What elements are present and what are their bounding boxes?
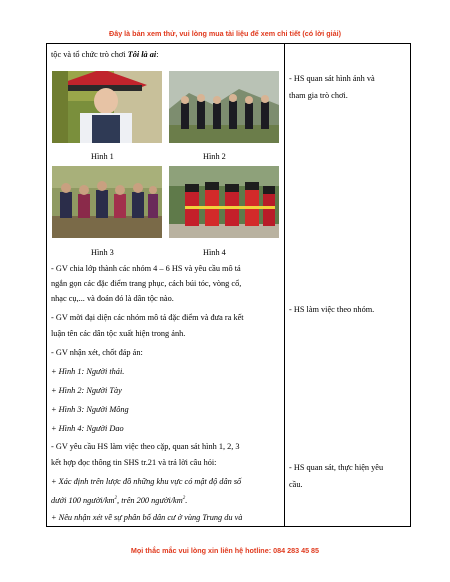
group-task-line-3: nhạc cụ,... và đoán đó là dân tộc nào. <box>51 294 174 303</box>
question-1-line-2: dưới 100 người/$km^2$, trên 200 người/$km^2$. <box>51 495 188 505</box>
column-divider <box>284 44 285 526</box>
student-response-1-line-2: tham gia trò chơi. <box>289 91 348 100</box>
photo-2 <box>169 71 279 143</box>
answer-3: + Hình 3: Người Mông <box>51 405 129 414</box>
photo-4 <box>169 166 279 238</box>
conclusion-line: - GV nhận xét, chốt đáp án: <box>51 348 143 357</box>
hotline-banner: Mọi thắc mắc vui lòng xin liên hệ hotline: 084 283 45 85 <box>130 546 320 555</box>
intro-line: tộc và tổ chức trò chơi Tôi là ai: <box>51 50 159 59</box>
caption-4: Hình 4 <box>203 248 226 257</box>
answer-4: + Hình 4: Người Dao <box>51 424 124 433</box>
present-line-2: luận tên các dân tộc xuất hiện trong ảnh. <box>51 329 186 338</box>
pair-task-line-2: kết hợp đọc thông tin SHS tr.21 và trả lời câu hỏi: <box>51 458 217 467</box>
preview-banner: Đây là bản xem thử, vui lòng mua tài liệu để xem chi tiết (có lời giải) <box>109 29 341 38</box>
photo-1 <box>52 71 162 143</box>
caption-1: Hình 1 <box>91 152 114 161</box>
student-response-1-line-1: - HS quan sát hình ảnh và <box>289 74 375 83</box>
caption-3: Hình 3 <box>91 248 114 257</box>
lesson-table <box>46 43 411 527</box>
question-1-line-1: + Xác định trên lược đồ những khu vực có mật độ dân số <box>51 477 242 486</box>
student-response-3-line-2: cầu. <box>289 480 303 489</box>
group-task-line-1: - GV chia lớp thành các nhóm 4 – 6 HS và yêu cầu mô tả <box>51 264 241 273</box>
game-name: Tôi là ai <box>127 50 157 59</box>
present-line-1: - GV mời đại diện các nhóm mô tả đặc điểm và đưa ra kết <box>51 313 244 322</box>
group-task-line-2: ngắn gọn các đặc điểm trang phục, cách búi tóc, vòng cổ, <box>51 279 242 288</box>
question-2-line-1: + Nêu nhận xét về sự phân bố dân cư ở vùng Trung du và <box>51 513 243 522</box>
pair-task-line-1: - GV yêu cầu HS làm việc theo cặp, quan sát hình 1, 2, 3 <box>51 442 240 451</box>
answer-2: + Hình 2: Người Tày <box>51 386 122 395</box>
student-response-3-line-1: - HS quan sát, thực hiện yêu <box>289 463 384 472</box>
answer-1: + Hình 1: Người thái. <box>51 367 125 376</box>
photo-3 <box>52 166 162 238</box>
student-response-2: - HS làm việc theo nhóm. <box>289 305 375 314</box>
caption-2: Hình 2 <box>203 152 226 161</box>
